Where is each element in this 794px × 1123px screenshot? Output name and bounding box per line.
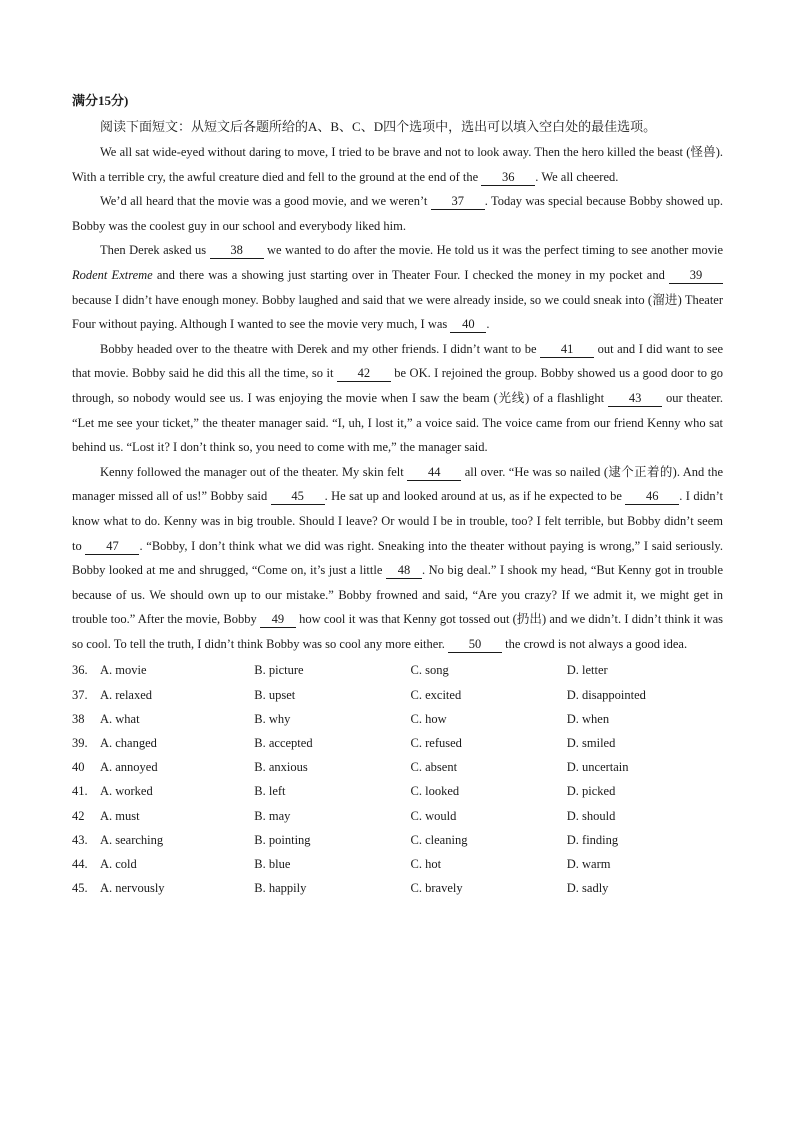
text: all over. “He was so nailed (逮个正着的). And the manager missed all of us!” Bobby said — [72, 464, 724, 504]
text: be OK. I rejoined the group. Bobby showed us a good door to go through, so nobody would see us. I was enjoying the movie when I saw the beam (光线) of a flashlight — [72, 366, 723, 405]
blank-48: 48 — [386, 563, 422, 579]
paragraph-4 — [72, 337, 723, 460]
paragraph-1 — [72, 140, 723, 189]
question-number: 41. — [72, 784, 88, 799]
question-row — [72, 852, 723, 876]
option-d: D. should — [566, 808, 616, 823]
question-number: 43. — [72, 832, 88, 847]
option-a: A. movie — [99, 663, 147, 678]
option-a: A. relaxed — [99, 687, 153, 702]
text: . Today was special because Bobby showed up. Bobby was the coolest guy in our school and everybody liked him. — [72, 194, 723, 233]
blank-45: 45 — [271, 489, 325, 505]
text: Then Derek asked us — [100, 243, 210, 258]
text: . “Bobby, I don’t think what we did was right. Sneaking into the theater without paying is wrong,” I said seriously. Bobby looked at me and shrugged, “Come on, it’s just a little — [72, 538, 724, 578]
option-a: A. worked — [99, 784, 153, 799]
paragraph-3 — [72, 238, 723, 336]
section-heading: 满分15分) — [72, 93, 129, 108]
question-number: 36. — [72, 663, 88, 678]
option-c: C. would — [410, 808, 457, 823]
text: we wanted to do after the movie. He told us it was the perfect timing to see another movie — [263, 243, 723, 258]
movie-title: Rodent Extreme — [72, 267, 153, 282]
option-d: D. sadly — [566, 881, 609, 896]
blank-47: 47 — [85, 539, 139, 555]
text: our theater. “Let me see your ticket,” the theater manager said. “I, uh, I lost it,” a voice said. The voice came from our friend Kenny who sat behind us. “Lost it? I don’t think so, you need to come with me,” the manager said. — [72, 390, 723, 455]
blank-40: 40 — [450, 317, 486, 333]
option-b: B. upset — [254, 687, 296, 702]
text: . We all cheered. — [535, 169, 619, 184]
option-c: C. hot — [410, 856, 442, 871]
paragraph-5 — [72, 460, 723, 657]
text: out and I did want to see that movie. Bobby said he did this all the time, so it — [72, 341, 723, 381]
question-number: 45. — [72, 881, 88, 896]
instructions: 阅读下面短文：从短文后各题所给的A、B、C、D四个选项中，选出可以填入空白处的最佳选项。 — [100, 119, 657, 134]
option-a: A. searching — [99, 832, 164, 847]
blank-46: 46 — [625, 489, 679, 505]
question-number: 42 — [72, 808, 85, 823]
blank-41: 41 — [540, 342, 594, 358]
exam-page — [72, 92, 723, 900]
option-d: D. disappointed — [566, 687, 646, 702]
option-a: A. what — [99, 711, 140, 726]
question-row — [72, 707, 723, 731]
option-c: C. how — [410, 711, 447, 726]
option-b: B. left — [254, 784, 286, 799]
question-number: 40 — [72, 760, 85, 775]
option-c: C. excited — [410, 687, 462, 702]
option-b: B. why — [254, 711, 291, 726]
text: . I didn’t know what to do. Kenny was in big trouble. Should I leave? Or would I be in trouble, too? I felt terrible, but Bobby didn’t seem to — [72, 489, 723, 553]
question-row — [72, 731, 723, 755]
text: We’d all heard that the movie was a good movie, and we weren’t — [100, 194, 431, 209]
option-a: A. changed — [99, 736, 157, 751]
blank-49: 49 — [260, 612, 296, 628]
question-options — [72, 658, 723, 900]
blank-42: 42 — [337, 366, 391, 382]
text: Bobby headed over to the theatre with Derek and my other friends. I didn’t want to be — [100, 341, 541, 356]
question-row — [72, 658, 723, 682]
question-number: 44. — [72, 856, 88, 871]
text: . He sat up and looked around at us, as if he expected to be — [324, 489, 626, 504]
question-row — [72, 779, 723, 803]
option-d: D. picked — [566, 784, 616, 799]
blank-38: 38 — [210, 243, 264, 259]
paragraph-2 — [72, 189, 723, 238]
question-number: 39. — [72, 736, 88, 751]
option-c: C. song — [410, 663, 449, 678]
question-row — [72, 876, 723, 900]
option-b: B. blue — [254, 856, 291, 871]
blank-43: 43 — [608, 391, 662, 407]
blank-39: 39 — [669, 268, 723, 284]
option-c: C. cleaning — [410, 832, 468, 847]
option-b: B. anxious — [254, 760, 308, 775]
option-c: C. bravely — [410, 881, 463, 896]
blank-50: 50 — [448, 637, 502, 653]
question-row — [72, 755, 723, 779]
option-d: D. letter — [566, 663, 608, 678]
option-c: C. absent — [410, 760, 458, 775]
question-number: 38 — [72, 711, 85, 726]
text: because I didn’t have enough money. Bobby laughed and said that we were already inside, so we could sneak into (溜进) Theater Four without paying. Although I wanted to see the movie very much, I was — [72, 292, 723, 332]
text: . — [486, 317, 490, 332]
option-a: A. cold — [99, 856, 137, 871]
question-row — [72, 828, 723, 852]
blank-44: 44 — [407, 465, 461, 481]
blank-37: 37 — [431, 194, 485, 210]
option-b: B. accepted — [254, 736, 313, 751]
text: how cool it was that Kenny got tossed out (扔出) and we didn’t. I didn’t think it was so cool. To tell the truth, I didn’t think Bobby was so cool any more either. — [72, 612, 724, 651]
text: and there was a showing just starting over in Theater Four. I checked the money in my pocket and — [152, 267, 669, 282]
text: We all sat wide-eyed without daring to move, I tried to be brave and not to look away. Then the hero killed the beast (怪兽). With a terrible cry, the awful creature died and fell to the ground at the end of the — [72, 145, 723, 184]
option-b: B. may — [254, 808, 291, 823]
question-row — [72, 804, 723, 828]
text: Kenny followed the manager out of the theater. My skin felt — [100, 464, 408, 479]
text: . No big deal.” I shook my head, “But Kenny got in trouble because of us. We should own up to our mistake.” Bobby frowned and said, “Are you crazy? If we admit it, we might get in trouble too.” After the movie, Bobby — [72, 563, 724, 627]
text: the crowd is not always a good idea. — [502, 636, 688, 651]
option-b: B. picture — [254, 663, 304, 678]
option-a: A. must — [99, 808, 140, 823]
option-a: A. nervously — [99, 881, 165, 896]
option-b: B. pointing — [254, 832, 311, 847]
option-d: D. smiled — [566, 736, 616, 751]
option-c: C. refused — [410, 736, 462, 751]
option-c: C. looked — [410, 784, 460, 799]
question-number: 37. — [72, 687, 88, 702]
blank-36: 36 — [481, 170, 535, 186]
option-d: D. uncertain — [566, 760, 629, 775]
option-d: D. when — [566, 711, 610, 726]
option-d: D. warm — [566, 856, 611, 871]
option-a: A. annoyed — [99, 760, 158, 775]
option-b: B. happily — [254, 881, 307, 896]
option-d: D. finding — [566, 832, 619, 847]
question-row — [72, 683, 723, 707]
